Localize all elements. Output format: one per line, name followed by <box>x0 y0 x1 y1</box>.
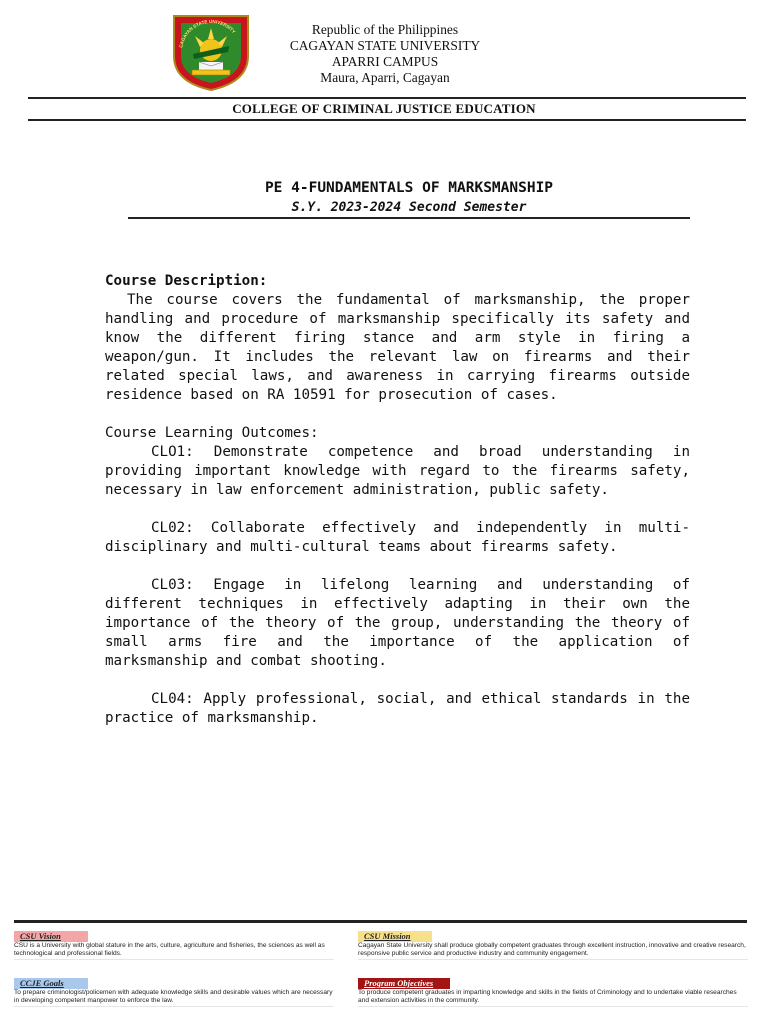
college-name: COLLEGE OF CRIMINAL JUSTICE EDUCATION <box>232 101 536 116</box>
vision-label: CSU Vision <box>14 931 88 942</box>
outcome-clo2: CL02: Collaborate effectively and independently in multi-disciplinary and multi-cultural teams about firearms safety. <box>105 520 690 555</box>
objectives-text: To produce competent graduates in imparting knowledge and skills in the fields of Criminology and to undertake viable researches and extension activities in the community. <box>358 989 748 1007</box>
mission-label: CSU Mission <box>358 931 432 942</box>
syllabus-body <box>105 272 690 728</box>
seal-lettering: CAGAYAN STATE UNIVERSITY <box>178 18 237 49</box>
course-title: PE 4-FUNDAMENTALS OF MARKSMANSHIP <box>264 180 554 196</box>
outcome-clo4: CL04: Apply professional, social, and ethical standards in the practice of marksmanship. <box>105 691 690 726</box>
objectives-label: Program Objectives <box>358 978 450 989</box>
ccje-goals-block <box>14 978 334 1007</box>
goals-label: CCJE Goals <box>14 978 88 989</box>
csu-mission-block <box>358 931 748 960</box>
goals-text: To prepare criminologist/policemen with adequate knowledge skills and desirable values which are necessary in developing competent manpower to enforce the law. <box>14 989 334 1007</box>
campus-address: Maura, Aparri, Cagayan <box>320 70 450 85</box>
description-text: The course covers the fundamental of marksmanship, the proper handling and procedure of marksmanship specifically its safety and know the different firing stance and arm style in firing a weapon/gun. It includes the relevant law on firearms and their related special laws, and awareness in carrying firearms outside residence based on RA 10591 for prosecution of cases. <box>105 292 690 403</box>
university-name: CAGAYAN STATE UNIVERSITY <box>289 38 481 53</box>
university-seal-logo <box>170 12 252 92</box>
header-divider-bottom <box>28 119 746 121</box>
header-divider-top <box>28 97 746 99</box>
outcome-clo1: CLO1: Demonstrate competence and broad understanding in providing important knowledge with regard to the firearms safety, necessary in law enforcement administration, public safety. <box>105 444 690 498</box>
campus-name: APARRI CAMPUS <box>331 54 439 69</box>
csu-vision-block <box>14 931 334 960</box>
letterhead <box>270 22 500 86</box>
republic-line: Republic of the Philippines <box>311 22 459 37</box>
outcome-clo3: CL03: Engage in lifelong learning and understanding of different techniques in effectively adapting in their own the importance of the theory of the group, understanding the theory of small arms fire and the importance of the application of marksmanship and combat shooting. <box>105 577 690 669</box>
vision-text: CSU is a University with global stature in the arts, culture, agriculture and fisheries, the sciences as well as technological and professional fields. <box>14 942 334 960</box>
footer-divider <box>14 920 747 923</box>
outcomes-heading: Course Learning Outcomes: <box>105 425 319 441</box>
title-underline <box>128 217 690 219</box>
mission-text: Cagayan State University shall produce globally competent graduates through excellent instruction, innovative and creative research, responsive public service and productive industry and community engagement. <box>358 942 748 960</box>
description-heading: Course Description: <box>105 273 268 289</box>
program-objectives-block <box>358 978 748 1007</box>
school-year: S.Y. 2023-2024 Second Semester <box>291 200 527 215</box>
